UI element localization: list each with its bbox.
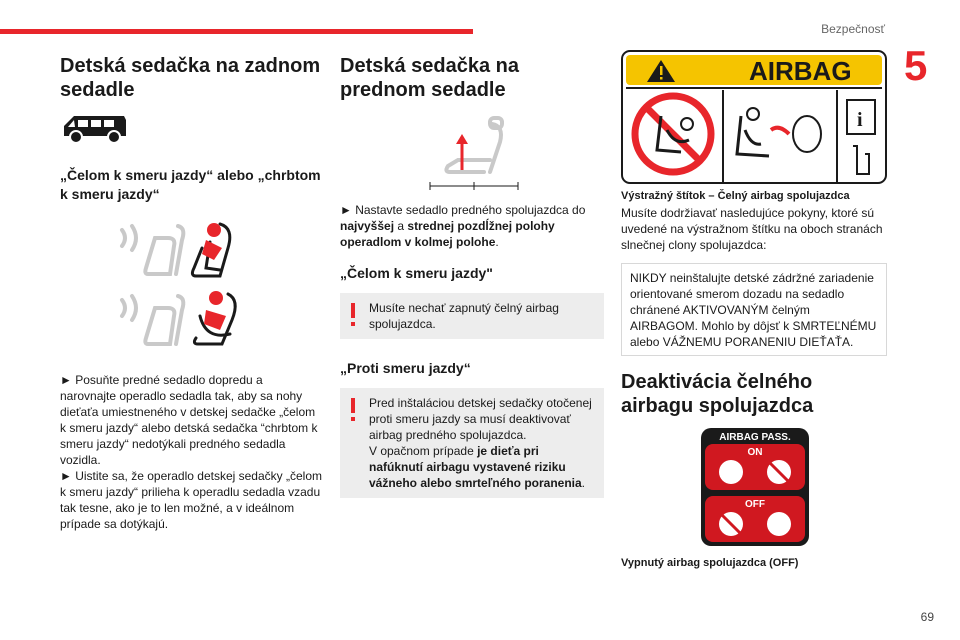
van-icon (60, 110, 130, 150)
warning-icon (351, 398, 355, 413)
instruction-text-1: ► Nastavte sedadlo predného spolujazdca do (340, 203, 586, 217)
panel-off-label: OFF (745, 499, 765, 510)
rear-facing-warning-bold: je dieťa pri nafúknutí airbagu vystavené riziku vážneho alebo smrteľného poranenia (369, 444, 582, 490)
rear-facing-warning-text-2: V opačnom prípade (369, 444, 478, 458)
section-title: Bezpečnosť (821, 22, 885, 36)
rear-seat-subtitle: „Čelom k smeru jazdy“ alebo „chrbtom k smeru jazdy“ (60, 167, 321, 202)
forward-facing-seat-illustration (110, 218, 270, 282)
svg-text:i: i (857, 109, 863, 131)
right-column (621, 50, 887, 570)
instruction-text-3: . (495, 235, 499, 249)
front-seat-title: Detská sedačka na prednom sedadle (340, 55, 520, 101)
airbag-label-text: AIRBAG (749, 56, 852, 86)
chapter-bar (0, 29, 473, 34)
rear-seat-instruction-1: ► Posuňte predné sedadlo dopredu a narovnajte operadlo sedadla tak, aby sa nohy dieťaťa umiestneného v detskej sedačke „čelom k smeru jazdy“ alebo detská sedačka “chrbtom k smeru jazdy“ nedotýkali predného sedadla vozidla. (60, 373, 318, 467)
airbag-status-panel (701, 428, 809, 546)
page-number: 69 (920, 610, 934, 624)
rear-facing-heading: „Proti smeru jazdy“ (340, 360, 471, 376)
left-column (60, 54, 322, 532)
rear-facing-warning-text: Pred inštaláciou detskej sedačky otočenej proti smeru jazdy sa musí deaktivovať airbag predného spolujazdca. (369, 396, 592, 442)
airbag-on-icon (719, 460, 743, 484)
warning-note: NIKDY neinštalujte detské zádržné zariadenie orientované smerom dozadu na sedadlo chránené AKTIVOVANÝM čelným AIRBAGOM. Mohlo by dôjsť k SMRTEĽNÉMU alebo VÁŽNEMU PORANENIU DIEŤAŤA. (621, 263, 887, 356)
front-seat-instruction (340, 202, 604, 250)
seat-adjust-illustration (424, 114, 524, 192)
deactivation-title: Deaktivácia čelného airbagu spolujazdca (621, 371, 814, 417)
rear-facing-seat-illustration (110, 286, 270, 350)
rear-facing-warning-end: . (581, 476, 586, 490)
forward-facing-heading: „Čelom k smeru jazdy" (340, 265, 493, 281)
panel-caption: Vypnutý airbag spolujazdca (OFF) (621, 557, 799, 569)
instruction-bold-1: najvyššej (340, 219, 395, 233)
warning-icon (351, 303, 355, 318)
rear-seat-instruction-2: ► Uistite sa, že operadlo detskej sedačky „čelom k smeru jazdy“ prilieha k operadlu sedadla vzadu tak tesne, ako je to len možné, a v ideálnom prípade sa dotýkajú. (60, 469, 322, 531)
forward-facing-warning-text: Musíte nechať zapnutý čelný airbag spolujazdca. (369, 301, 559, 331)
warning-instructions: Musíte dodržiavať nasledujúce pokyny, ktoré sú uvedené na výstražnom štítku na oboch stranách slnečnej clony spolujazdca: (621, 206, 883, 252)
panel-label: AIRBAG PASS. (719, 432, 791, 443)
rear-seat-title: Detská sedačka na zadnom sedadle (60, 55, 321, 101)
instruction-text-2: a (394, 219, 408, 233)
rear-facing-warning (340, 388, 604, 498)
forward-facing-warning (340, 293, 604, 339)
warning-label-caption: Výstražný štítok – Čelný airbag spolujazdca (621, 190, 850, 202)
middle-column (340, 54, 604, 498)
chapter-number: 5 (904, 42, 928, 89)
instruction-bold-2: strednej pozdĺžnej polohy operadlom v kolmej polohe (340, 219, 555, 249)
child-seat-allowed-icon (767, 512, 791, 536)
panel-on-label: ON (747, 447, 763, 458)
airbag-warning-label (621, 50, 887, 184)
